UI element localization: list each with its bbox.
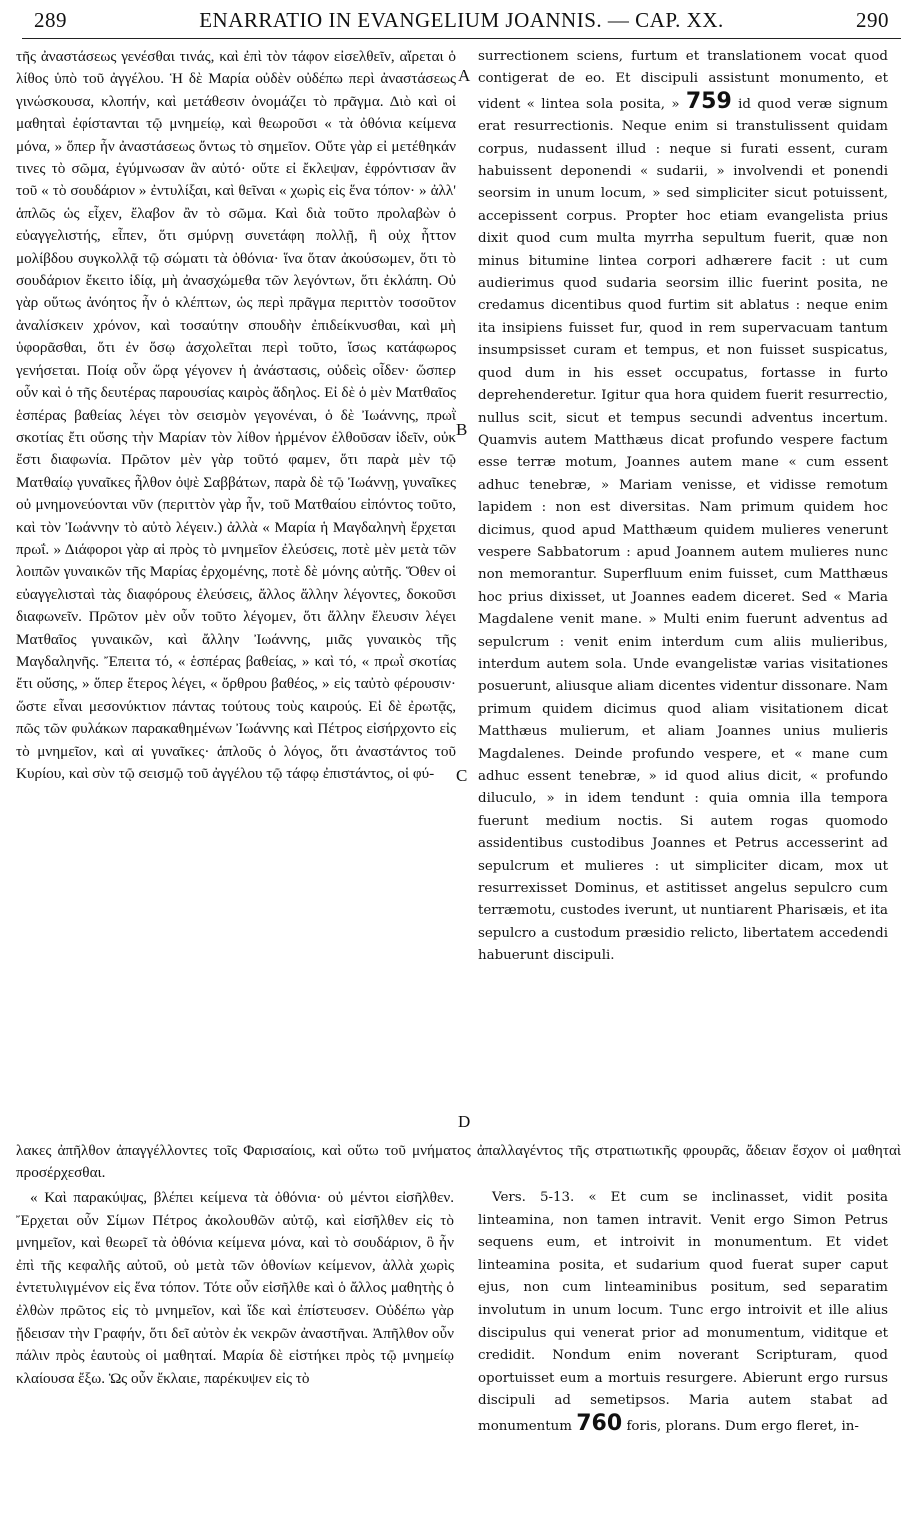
latin-text-continued: id quod veræ signum erat resurrectionis. Neque enim si transtulissent quidam corpus, nudassent illud : neque si furati essent, curam habuissent deponendi « sudarii, » involvendi et ponendi seorsim in unum locum, » sed simpliciter sicut potuissent, accepissent corpus. Propter hoc etiam evangelista prius dixit quod cum multa myrrha sepultum fuerit, quæ non minus bitumine lintea corpori adhærere facit : ut cum audierimus quod sudaria seorsim illic fuerint posita, ne credamus dicentibus quod furtim sit ablatus : neque enim ita insipiens fuisset fur, quod in rem supervacuam tantum insumpsisset curam et tempus, et non fuisset suspicatus, quod dum in his esset occupatus, fortasse in furto deprehenderetur. Igitur qua hora quidem fuerit resurrectio, nullus scit, sicut et tempus secundi adventus incertum. Quamvis autem Matthæus dicat profundo vespere factum esse terræ motum, Joannes autem mane « cum essent adhuc tenebræ, » Mariam venisse, et vidisse remotum lapidem : non est diversitas. Nam primum quidem hoc dicimus, quod apud Matthæum quidem mulieres venerunt vespere Sabbatorum : apud Joannem autem mulieres nunc non memorantur. Superfluum enim fuisset, cum Matthæus hoc prius dixisset, ut Joannes eadem diceret. Sed « Maria Magdalene venit mane. » Multi enim fuerunt adventus ad sepulcrum : venit enim interdum cum aliis mulieribus, interdum autem sola. Unde evangelistæ varias visitationes posuerunt, aliusque aliam dicentes videntur dissonare. Nam primum quidem dicimus quod aliam visitationem dicat Matthæus mulierum, et aliam Joannes unius mulieris Magdalenes. Deinde profundo vespere, et « mane cum adhuc essent tenebræ, » id quod alius dicit, « profundo diluculo, » in idem tendunt : quia omnia illa tempora fuerunt medium noctis. Si autem rogas quomodo assidentibus custodibus Joannes et Petrus accesserint ad sepulcrum et mulieres : ut simpliciter dicam, mox ut resurrexisset Dominus, et astitisset angelus sepulcro cum terræmotu, custodes iverunt, ut nuntiarent Pharisæis, et ita sepulcro a custodum præsidio relicto, libertatem accedendi habuerunt discipuli.: [478, 96, 888, 964]
margin-letter-d: D: [458, 1112, 471, 1131]
latin-text-start: surrectionem sciens, furtum et translationem vocat quod contigerat de eo. Et discipuli assistunt monumento, et vident « lintea sola posita, »: [478, 49, 888, 112]
latin-column: [478, 46, 888, 968]
latin-second-end: foris, plorans. Dum ergo fleret, in-: [626, 1418, 859, 1434]
greek-column: [16, 46, 456, 785]
page-number-right: 290: [856, 8, 889, 32]
latin-second-start: Vers. 5-13. « Et cum se inclinasset, vidit posita linteamina, non tamen intravit. Venit ergo Simon Petrus sequens eum, et introivit in monumentum. Et videt linteamina posita, et sudarium quod fuerat super caput ejus, non cum linteaminibus positum, sed separatim involutum in unum locum. Tunc ergo introivit et ille alius discipulus qui venerat prior ad monumentum, viditque et credidit. Nondum enim noverant Scripturam, quod oportuisset eum a mortuis resurgere. Abierunt ergo rursus discipuli ad semetipsos. Maria autem stabat ad monumentum: [478, 1190, 888, 1434]
latin-column-second: [478, 1187, 888, 1439]
running-header: [30, 6, 893, 36]
greek-text: τῆς ἀναστάσεως γενέσθαι τινάς, καὶ ἐπὶ τὸν τάφον εἰσελθεῖν, αἴρεται ὁ λίθος ὑπὸ τοῦ ἀγγέλου. Ἡ δὲ Μαρία οὐδὲν οὐδέπω περὶ ἀναστάσεως γινώσκουσα, κλοπήν, καὶ μετάθεσιν ὀνομάζει τὸ πρᾶγμα. Διὸ καὶ οἱ μαθηταὶ ἐφίστανται τῷ μνημείῳ, καὶ θεωροῦσι « τὰ ὀθόνια κείμενα μόνα, » ὅπερ ἦν ἀναστάσεως ὄντως τὸ σημεῖον. Οὔτε γὰρ εἰ μετέθηκάν τινες τὸ σῶμα, ἐγύμνωσαν ἂν αὐτό· οὔτε εἰ ἔκλεψαν, ἐφρόντισαν ἂν τοῦ « τὸ σουδάριον » ἐντυλίξαι, καὶ θεῖναι « χωρὶς εἰς ἕνα τόπον· » ἀλλ' ἁπλῶς ὡς εἶχεν, ἔλαβον ἂν τὸ σῶμα. Καὶ διὰ τοῦτο προλαβὼν ὁ εὐαγγελιστής, εἶπεν, ὅτι σμύρνῃ συνετάφη πολλῇ, ἣ οὐχ ἧττον μολίβδου συγκολλᾷ τῷ σώματι τὰ ὀθόνια· ἵνα ὅταν ἀκούσωμεν, ὅτι τὸ σουδάριον ἔκειτο ἰδίᾳ, μὴ ἀνασχώμεθα τῶν λεγόντων, ὅτι ἐκλάπη. Οὐ γὰρ οὕτως ἀνόητος ἦν ὁ κλέπτων, ὡς περὶ πρᾶγμα περιττὸν τοσοῦτον ἀναλίσκειν χρόνον, καὶ τοσαύτην σπουδὴν ἐπιδείκνυσθαι, καὶ μὴ ὑφορᾶσθαι, ὅτι ἐν ὅσῳ ἀσχολεῖται περὶ τοῦτο, ἴσως κατάφωρος γενήσεται. Ποίᾳ οὖν ὥρᾳ γέγονεν ἡ ἀνάστασις, οὐδεὶς οἶδεν· ὥσπερ οὖν καὶ ὁ τῆς δευτέρας παρουσίας καιρὸς ἄδηλος. Εἰ δὲ ὁ μὲν Ματθαῖος ἑσπέρας βαθείας λέγει τὸν σεισμὸν γεγονέναι, ὁ δὲ Ἰωάννης, πρωῒ σκοτίας ἔτι οὔσης τὴν Μαρίαν τὸν λίθον ἠρμένον ἐλθοῦσαν ἰδεῖν, οὐκ ἔστι διαφωνία. Πρῶτον μὲν γὰρ τοῦτό φαμεν, ὅτι παρὰ μὲν τῷ Ματθαίῳ γυναῖκες ἦλθον ὀψὲ Σαββάτων, παρὰ δὲ τῷ Ἰωάννῃ, γυναῖκες οὐ μνημονεύονται νῦν (περιττὸν γὰρ ἦν, τοῦ Ματθαίου εἰπόντος τοῦτο, καὶ τὸν Ἰωάννην τὸ αὐτὸ λέγειν.) ἀλλὰ « Μαρία ἡ Μαγδαληνὴ ἔρχεται πρωΐ. » Διάφοροι γὰρ αἱ πρὸς τὸ μνημεῖον ἐλεύσεις, ποτὲ μὲν μετὰ τῶν λοιπῶν γυναικῶν τῆς Μαρίας ἐρχομένης, ποτὲ δὲ μόνης αὐτῆς. Ὅθεν οἱ εὐαγγελισταὶ τὰς διαφόρους ἐλεύσεις, ἄλλος ἄλλην λέγοντες, δοκοῦσι διαφωνεῖν. Πρῶτον μὲν οὖν τοῦτο λέγομεν, ὅτι ἄλλην ἔλευσιν λέγει Ματθαῖος γυναικῶν, καὶ ἄλλην Ἰωάννης, μιᾶς γυναικὸς τῆς Μαγδαληνῆς. Ἔπειτα τό, « ἑσπέρας βαθείας, » καὶ τό, « πρωῒ σκοτίας ἔτι οὔσης, » ὅπερ ἕτερος λέγει, « ὄρθρου βαθέος, » εἰς ταὐτὸ φέρουσιν· ὥστε εἶναι μεσονύκτιον πάντας τούτους τοὺς καιρούς. Εἰ δὲ ἐρωτᾷς, πῶς τῶν φυλάκων παρακαθημένων Ἰωάννης καὶ Πέτρος εἰσήρχοντο εἰς τὸ μνημεῖον, καὶ αἱ γυναῖκες· ἁπλοῦς ὁ λόγος, ὅτι ἀναστάντος τοῦ Κυρίου, καὶ σὺν τῷ σεισμῷ τοῦ ἀγγέλου τῷ τάφῳ ἐπιστάντος, οἱ φύ-: [16, 48, 456, 782]
margin-letter-a: A: [458, 66, 471, 85]
latin-second-text: [478, 1187, 888, 1439]
latin-text: [478, 46, 888, 968]
greek-spanning-lines: [16, 1140, 901, 1185]
running-title: ENARRATIO IN EVANGELIUM JOANNIS. — CAP. XX.: [199, 8, 724, 32]
column-number-759: 759: [685, 88, 732, 114]
greek-span-text: λακες ἀπῆλθον ἀπαγγέλλοντες τοῖς Φαρισαίοις, καὶ οὕτω τοῦ μνήματος ἀπαλλαγέντος τῆς στρατιωτικῆς φρουρᾶς, ἄδειαν ἔσχον οἱ μαθηταὶ προσέρχεσθαι.: [16, 1142, 901, 1182]
greek-second-text: « Καὶ παρακύψας, βλέπει κείμενα τὰ ὀθόνια· οὐ μέντοι εἰσῆλθεν. Ἔρχεται οὖν Σίμων Πέτρος ἀκολουθῶν αὐτῷ, καὶ εἰσῆλθεν εἰς τὸ μνημεῖον, καὶ θεωρεῖ τὰ ὀθόνια κείμενα μόνα, καὶ τὸ σουδάριον, ὃ ἦν ἐπὶ τῆς κεφαλῆς αὐτοῦ, οὐ μετὰ τῶν ὀθονίων κείμενον, ἀλλὰ χωρὶς ἐντετυλιγμένον εἰς ἕνα τόπον. Τότε οὖν εἰσῆλθε καὶ ὁ ἄλλος μαθητὴς ὁ ἐλθὼν πρῶτος εἰς τὸ μνημεῖον, καὶ ἴδε καὶ ἐπίστευσεν. Οὐδέπω γὰρ ᾔδεισαν τὴν Γραφήν, ὅτι δεῖ αὐτὸν ἐκ νεκρῶν ἀναστῆναι. Ἀπῆλθον οὖν πάλιν πρὸς ἑαυτοὺς οἱ μαθηταί. Μαρία δὲ εἱστήκει πρὸς τῷ μνημείῳ κλαίουσα ἔξω. Ὡς οὖν ἔκλαιε, παρέκυψεν εἰς τὸ: [16, 1189, 454, 1387]
margin-letter-c: C: [456, 766, 468, 785]
column-number-760: 760: [576, 1410, 623, 1436]
page-number-left: 289: [34, 8, 67, 32]
header-rule: [22, 38, 901, 39]
margin-letter-b: B: [456, 420, 468, 439]
greek-column-second: [16, 1187, 454, 1390]
